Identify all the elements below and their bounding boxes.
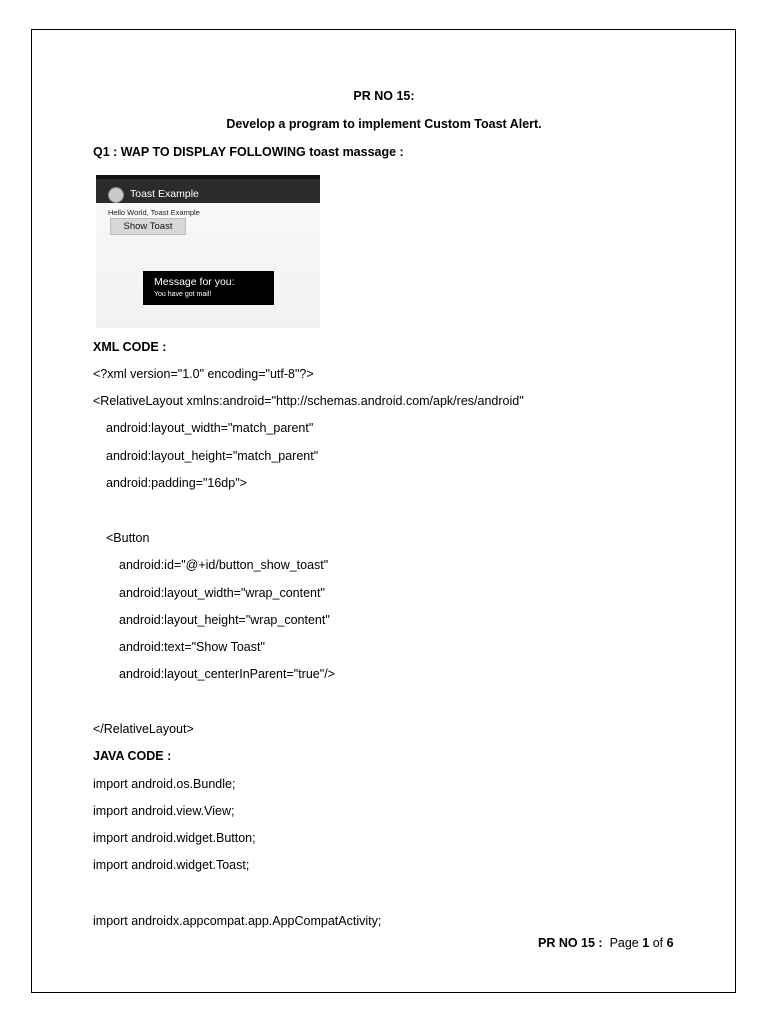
hello-text: Hello World, Toast Example (108, 208, 200, 217)
code-line: import android.widget.Toast; (93, 858, 250, 872)
toast-example-screenshot (96, 175, 320, 328)
toast-popup (143, 271, 274, 305)
footer-label: PR NO 15 : (538, 936, 603, 950)
page-subtitle: Develop a program to implement Custom Toast Alert. (226, 117, 542, 131)
code-line: import android.os.Bundle; (93, 777, 236, 791)
code-line: android:text="Show Toast" (119, 640, 265, 654)
footer-page-word: Page (609, 936, 639, 950)
code-line: import android.widget.Button; (93, 831, 256, 845)
code-line: android:id="@+id/button_show_toast" (119, 558, 329, 572)
footer-page-total: 6 (666, 936, 674, 950)
footer-of-word: of (652, 936, 664, 950)
code-line: android:padding="16dp"> (106, 476, 247, 490)
page-border (31, 29, 736, 993)
code-line: <Button (106, 531, 150, 545)
app-title: Toast Example (130, 188, 199, 200)
code-line: </RelativeLayout> (93, 722, 194, 736)
question-heading: Q1 : WAP TO DISPLAY FOLLOWING toast massage : (93, 145, 404, 159)
code-line: import android.view.View; (93, 804, 235, 818)
code-line: android:layout_height="wrap_content" (119, 613, 330, 627)
page-title: PR NO 15: (353, 89, 415, 103)
code-line: android:layout_centerInParent="true"/> (119, 667, 335, 681)
toast-title: Message for you: (154, 276, 235, 288)
code-line: android:layout_width="match_parent" (106, 421, 314, 435)
code-line: android:layout_width="wrap_content" (119, 586, 325, 600)
footer-page-current: 1 (642, 936, 650, 950)
code-line: android:layout_height="match_parent" (106, 449, 319, 463)
java-heading: JAVA CODE : (93, 749, 172, 763)
toast-message: You have got mail! (154, 291, 212, 298)
show-toast-button: Show Toast (110, 218, 186, 235)
code-line: <?xml version="1.0" encoding="utf-8"?> (93, 367, 314, 381)
code-line: <RelativeLayout xmlns:android="http://schemas.android.com/apk/res/android" (93, 394, 524, 408)
code-line: import androidx.appcompat.app.AppCompatActivity; (93, 914, 382, 928)
xml-heading: XML CODE : (93, 340, 167, 354)
page-footer (538, 936, 674, 950)
android-app-icon (108, 187, 124, 203)
action-bar (96, 179, 320, 203)
